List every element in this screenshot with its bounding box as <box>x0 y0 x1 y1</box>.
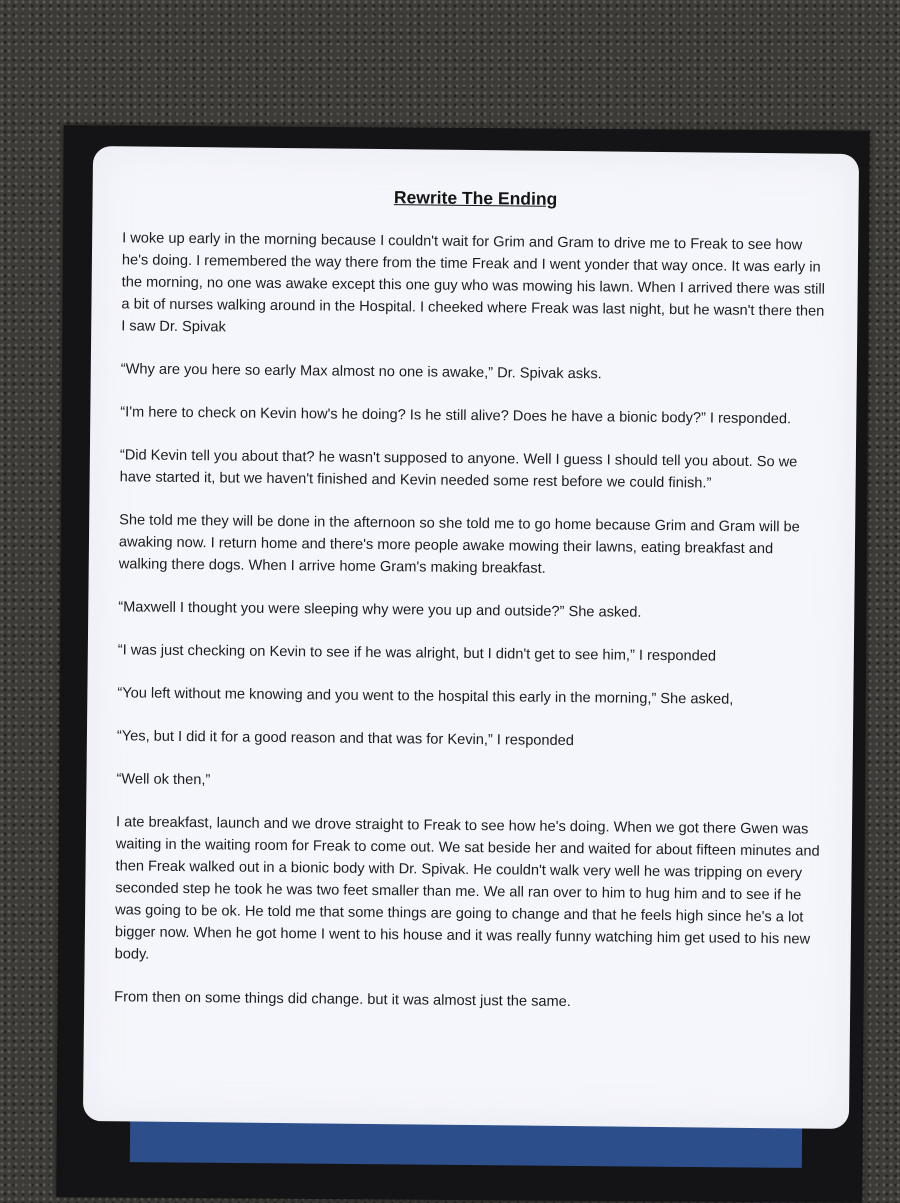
paragraph-1: I woke up early in the morning because I couldn't wait for Grim and Gram to drive me to Freak to see how he's doing. I remembered the way there from the time Freak and I went yonder that way once. It was early in the morning, no one was awake except this one guy who was mowing his lawn. When I arrived there was still a bit of nurses walking around in the Hospital. I cheeked where Freak was last night, but he wasn't there then I saw Dr. Spivak <box>121 230 826 336</box>
paragraph-4: “Did Kevin tell you about that? he wasn't supposed to anyone. Well I guess I should tell you about. So we have started it, but we haven't finished and Kevin needed some rest before we could finish.” <box>119 447 798 492</box>
paragraph-12: From then on some things did change. but it was almost just the same. <box>114 989 571 1011</box>
paragraph-10: “Well ok then,” <box>116 771 211 789</box>
paragraph-9: “Yes, but I did it for a good reason and that was for Kevin,” I responded <box>116 728 575 750</box>
paragraph-6: “Maxwell I thought you were sleeping why were you up and outside?” She asked. <box>118 599 642 621</box>
paragraph-2: “Why are you here so early Max almost no one is awake,” Dr. Spivak asks. <box>120 361 602 383</box>
paragraph-8: “You left without me knowing and you went to the hospital this early in the morning,” She asked, <box>117 685 734 708</box>
paragraph-11: I ate breakfast, launch and we drove straight to Freak to see how he's doing. When we got there Gwen was waiting in the waiting room for Freak to come out. We sat beside her and waited for about fifteen minutes and then Freak walked out in a bionic body with Dr. Spivak. He couldn't walk very well he was tripping on every seconded step he took he was two feet smaller than me. We all ran over to him to hug him and to see if he was going to be ok. He told me that some things are going to change and that he feels high since he's a lot bigger now. When he got home I went to his house and it was really funny watching him get used to his new body. <box>114 814 820 963</box>
paragraph-3: “I'm here to check on Kevin how's he doing? Is he still alive? Does he have a bionic body?” I responded. <box>120 404 792 428</box>
page-title: Rewrite The Ending <box>393 187 558 209</box>
paragraph-7: “I was just checking on Kevin to see if he was alright, but I didn't get to see him,” I responded <box>117 642 717 665</box>
paragraph-5: She told me they will be done in the afternoon so she told me to go home because Grim and Gram will be awaking now. I return home and there's more people awake mowing their lawns, eating breakfast and walking there dogs. When I arrive home Gram's making breakfast. <box>118 512 800 577</box>
printed-page <box>83 146 859 1129</box>
